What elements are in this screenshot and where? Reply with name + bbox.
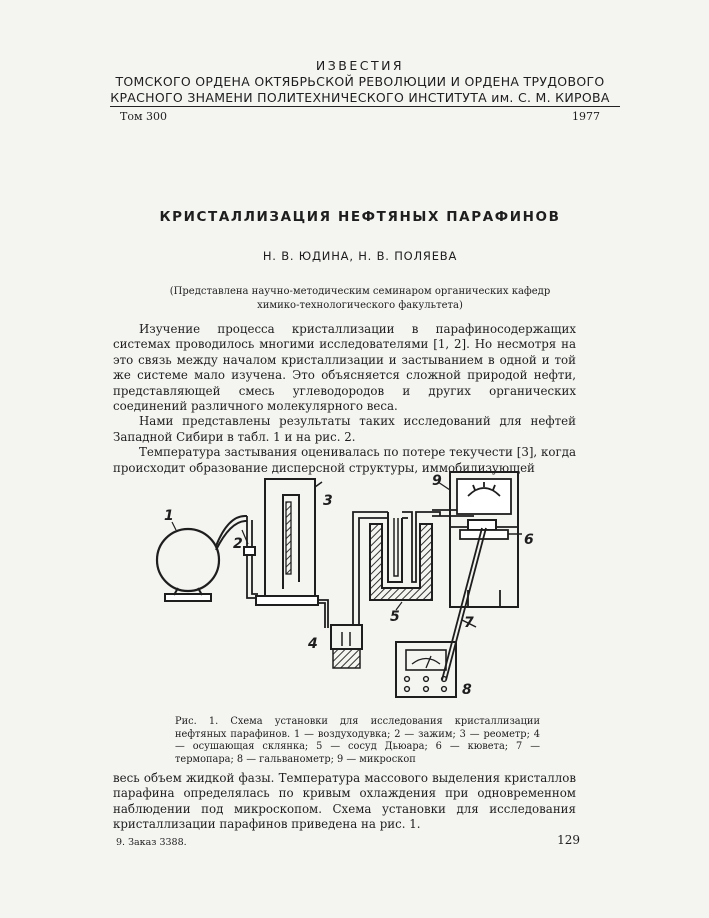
header-rule [110, 106, 620, 107]
rheometer [256, 479, 322, 605]
article-authors: Н. В. ЮДИНА, Н. В. ПОЛЯЕВА [262, 249, 458, 263]
label-9: 9 [432, 473, 442, 489]
journal-name: ИЗВЕСТИЯ [315, 58, 405, 73]
clamp [244, 547, 255, 555]
label-1: 1 [164, 508, 174, 524]
presented-by-line-2: химико-технологического факультета) [257, 300, 463, 311]
galvanometer [396, 642, 456, 697]
body-text-bottom [113, 771, 576, 833]
label-7: 7 [464, 615, 474, 631]
paragraph-4: весь объем жидкой фазы. Температура массового выделения кристаллов парафина определялась по кривым охлаждения при одновременном наблюдении под микроскопом. Схема установки для исследования кристаллизации парафинов приведена на рис. 1. [113, 771, 576, 832]
paragraph-1: Изучение процесса кристаллизации в парафиносодержащих системах проводилось многими исследователями [1, 2]. Но несмотря на это связь между началом кристаллизации и застыванием в одной и той же системе мало изучена. Это объясняется сложной природой нефти, представляющей смесь углеводородов и других органических соединений различного молекулярного веса. [113, 322, 576, 414]
journal-subtitle-line-2: КРАСНОГО ЗНАМЕНИ ПОЛИТЕХНИЧЕСКОГО ИНСТИТУТА им. С. М. КИРОВА [110, 90, 610, 105]
print-order-number: 9. Заказ 3388. [116, 837, 187, 848]
thermocouple [442, 528, 482, 680]
label-4: 4 [308, 636, 318, 652]
label-6: 6 [524, 532, 534, 548]
label-2: 2 [233, 536, 243, 552]
page-number: 129 [557, 833, 580, 847]
volume-number: Том 300 [120, 110, 168, 123]
body-text-top [113, 322, 576, 476]
label-8: 8 [462, 682, 472, 698]
label-5: 5 [390, 609, 400, 625]
journal-subtitle-line-1: ТОМСКОГО ОРДЕНА ОКТЯБРЬСКОЙ РЕВОЛЮЦИИ И ОРДЕНА ТРУДОВОГО [115, 74, 605, 89]
apparatus-diagram [150, 462, 550, 712]
figure-caption: Рис. 1. Схема установки для исследования кристаллизации нефтяных парафинов. 1 — воздуходувка; 2 — зажим; 3 — реометр; 4 — осушающая склянка; 5 — сосуд Дьюара; 6 — кювета; 7 — термопара; 8 — гальванометр; 9 — микроскоп [175, 716, 540, 765]
drying-flask [331, 625, 362, 668]
microscope [450, 472, 522, 607]
label-3: 3 [323, 493, 333, 509]
dewar-vessel [370, 512, 440, 600]
paragraph-3: Температура застывания оценивалась по потере текучести [3], когда происходит образование дисперсной структуры, иммобилизующей [113, 445, 576, 475]
paragraph-2: Нами представлены результаты таких исследований для нефтей Западной Сибири в табл. 1 и на рис. 2. [113, 414, 576, 444]
publication-year: 1977 [572, 110, 600, 123]
article-title: КРИСТАЛЛИЗАЦИЯ НЕФТЯНЫХ ПАРАФИНОВ [159, 209, 561, 225]
presented-by-line-1: (Представлена научно-методическим семинаром органических кафедр [169, 286, 551, 297]
air-blower [157, 516, 247, 601]
